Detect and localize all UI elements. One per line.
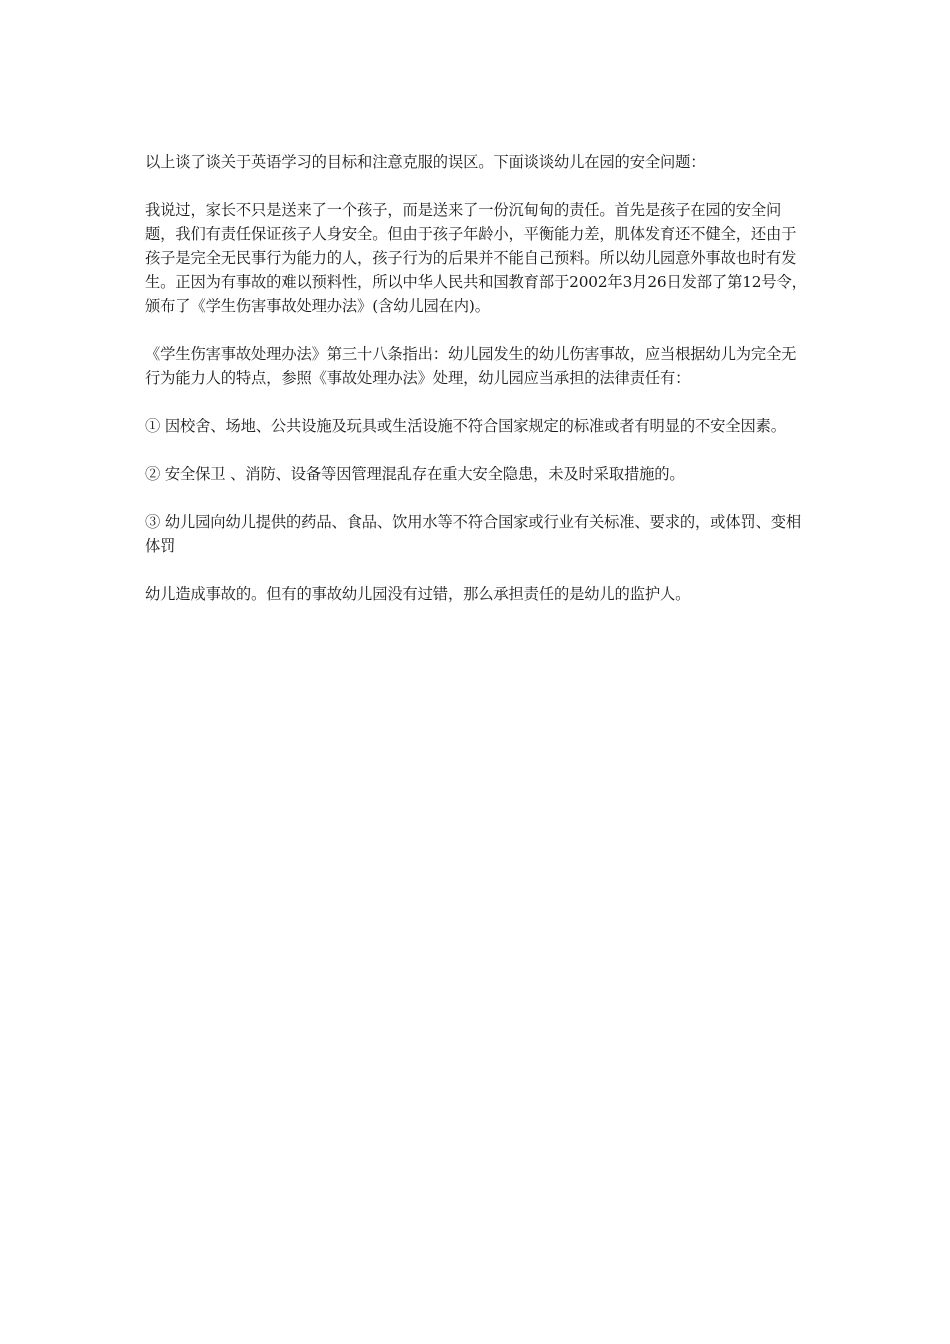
paragraph-intro: 以上谈了谈关于英语学习的目标和注意克服的误区。下面谈谈幼儿在园的安全问题：	[145, 153, 706, 171]
list-item-1: ① 因校舍、场地、公共设施及玩具或生活设施不符合国家规定的标准或者有明显的不安全因素。	[145, 417, 786, 435]
paragraph-article-38: 《学生伤害事故处理办法》第三十八条指出：幼儿园发生的幼儿伤害事故，应当根据幼儿为完全无行为能力人的特点，参照《事故处理办法》处理，幼儿园应当承担的法律责任有：	[145, 345, 797, 387]
paragraph-conclusion: 幼儿造成事故的。但有的事故幼儿园没有过错，那么承担责任的是幼儿的监护人。	[145, 585, 691, 603]
paragraph-responsibility: 我说过，家长不只是送来了一个孩子，而是送来了一份沉甸甸的责任。首先是孩子在园的安全问题，我们有责任保证孩子人身安全。但由于孩子年龄小，平衡能力差，肌体发育还不健全，还由于孩子是完全无民事行为能力的人，孩子行为的后果并不能自己预料。所以幼儿园意外事故也时有发生。正因为有事故的难以预料性，所以中华人民共和国教育部于2002年3月26日发部了第12号令，颁布了《学生伤害事故处理办法》(含幼儿园在内)。	[145, 201, 807, 315]
document-body	[145, 150, 810, 630]
list-item-2: ② 安全保卫 、消防、设备等因管理混乱存在重大安全隐患，未及时采取措施的。	[145, 465, 685, 483]
list-item-3: ③ 幼儿园向幼儿提供的药品、食品、饮用水等不符合国家或行业有关标准、要求的，或体罚、变相体罚	[145, 513, 802, 555]
